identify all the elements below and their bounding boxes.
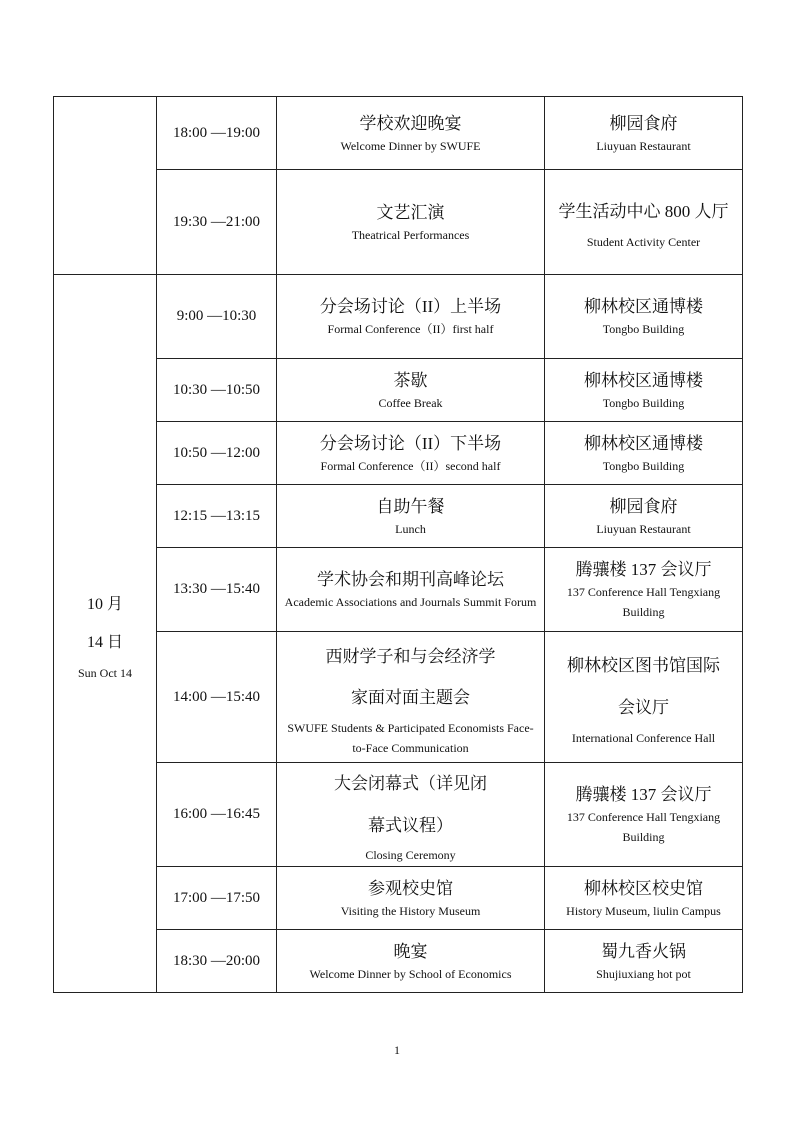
event-zh: 分会场讨论（II）上半场 [319, 297, 502, 316]
event-zh: 大会闭幕式（详见闭幕式议程） [334, 774, 487, 835]
venue-zh: 柳园食府 [609, 496, 678, 516]
table-row [54, 632, 743, 763]
event-zh: 茶歇 [393, 370, 428, 390]
event-zh: 晚宴 [393, 941, 428, 961]
venue-zh: 蜀九香火锅 [601, 941, 686, 961]
event-cell [277, 97, 545, 170]
table-row [54, 275, 743, 359]
venue-cell [545, 867, 743, 930]
date-zh: 10 月 14 日 [86, 595, 123, 652]
time-cell: 10:50 —12:00 [157, 422, 277, 485]
event-en: Closing Ceremony [365, 848, 456, 863]
event-zh: 西财学子和与会经济学家面对面主题会 [325, 646, 496, 708]
venue-cell [545, 422, 743, 485]
time-cell: 14:00 —15:40 [157, 632, 277, 763]
venue-en: Student Activity Center [586, 234, 701, 249]
table-row [54, 422, 743, 485]
schedule-table [53, 96, 743, 993]
event-cell [277, 275, 545, 359]
event-en: Formal Conference（II）first half [327, 322, 494, 337]
date-cell [54, 275, 157, 993]
event-en: Welcome Dinner by SWUFE [340, 138, 481, 153]
venue-cell [545, 632, 743, 763]
event-en: Theatrical Performances [351, 227, 470, 242]
event-en: Coffee Break [378, 395, 443, 410]
event-cell [277, 867, 545, 930]
table-row [54, 548, 743, 632]
table-row [54, 763, 743, 867]
venue-en: Shujiuxiang hot pot [596, 966, 691, 981]
table-row [54, 97, 743, 170]
venue-cell [545, 359, 743, 422]
venue-en: History Museum, liulin Campus [566, 903, 721, 918]
venue-cell [545, 485, 743, 548]
event-cell [277, 763, 545, 867]
venue-zh: 柳林校区通博楼 [584, 433, 703, 453]
venue-zh: 柳林校区通博楼 [584, 370, 703, 390]
time-cell: 13:30 —15:40 [157, 548, 277, 632]
time-cell: 17:00 —17:50 [157, 867, 277, 930]
venue-en: Tongbo Building [602, 458, 685, 473]
table-row [54, 485, 743, 548]
time-cell: 19:30 —21:00 [157, 170, 277, 275]
venue-zh: 柳林校区通博楼 [584, 297, 703, 316]
date-cell-empty [54, 97, 157, 275]
venue-en: 137 Conference Hall Tengxiang Building [566, 585, 721, 620]
event-en: Welcome Dinner by School of Economics [309, 966, 512, 981]
time-cell: 12:15 —13:15 [157, 485, 277, 548]
event-en: Visiting the History Museum [340, 903, 481, 918]
event-cell [277, 485, 545, 548]
page-number: 1 [394, 1043, 400, 1057]
venue-cell [545, 930, 743, 993]
event-cell [277, 359, 545, 422]
venue-cell [545, 763, 743, 867]
time-cell: 16:00 —16:45 [157, 763, 277, 867]
event-cell [277, 930, 545, 993]
event-cell [277, 632, 545, 763]
table-row [54, 359, 743, 422]
venue-en: Tongbo Building [602, 322, 685, 337]
table-row [54, 170, 743, 275]
venue-zh: 柳园食府 [609, 113, 678, 133]
venue-cell [545, 548, 743, 632]
event-cell [277, 548, 545, 632]
date-en: Sun Oct 14 [78, 666, 132, 681]
event-zh: 参观校史馆 [368, 878, 453, 898]
venue-zh: 柳林校区校史馆 [584, 878, 703, 898]
table-row [54, 930, 743, 993]
time-cell: 18:00 —19:00 [157, 97, 277, 170]
event-zh: 学校欢迎晚宴 [359, 113, 462, 133]
time-cell: 18:30 —20:00 [157, 930, 277, 993]
event-en: Lunch [395, 521, 426, 536]
event-zh: 学术协会和期刊高峰论坛 [317, 570, 504, 589]
venue-zh: 学生活动中心 800 人厅 [558, 201, 729, 221]
venue-zh: 柳林校区图书馆国际会议厅 [567, 656, 720, 718]
venue-en: Tongbo Building [602, 395, 685, 410]
venue-en: 137 Conference Hall Tengxiang Building [566, 810, 721, 845]
venue-en: Liuyuan Restaurant [596, 521, 691, 536]
venue-zh: 腾骧楼 137 会议厅 [575, 785, 712, 805]
event-en: Academic Associations and Journals Summit Forum [284, 595, 537, 610]
time-cell: 10:30 —10:50 [157, 359, 277, 422]
venue-zh: 腾骧楼 137 会议厅 [575, 560, 712, 580]
event-en: Formal Conference（II）second half [320, 458, 501, 473]
event-cell [277, 170, 545, 275]
event-en: SWUFE Students & Participated Economists Face-to-Face Communication [287, 720, 534, 755]
time-cell: 9:00 —10:30 [157, 275, 277, 359]
event-zh: 文艺汇演 [376, 202, 445, 222]
venue-en: Liuyuan Restaurant [596, 138, 691, 153]
event-zh: 自助午餐 [376, 496, 445, 516]
event-zh: 分会场讨论（II）下半场 [319, 433, 502, 453]
venue-en: International Conference Hall [571, 730, 716, 745]
event-cell [277, 422, 545, 485]
venue-cell [545, 170, 743, 275]
table-row [54, 867, 743, 930]
venue-cell [545, 275, 743, 359]
venue-cell [545, 97, 743, 170]
